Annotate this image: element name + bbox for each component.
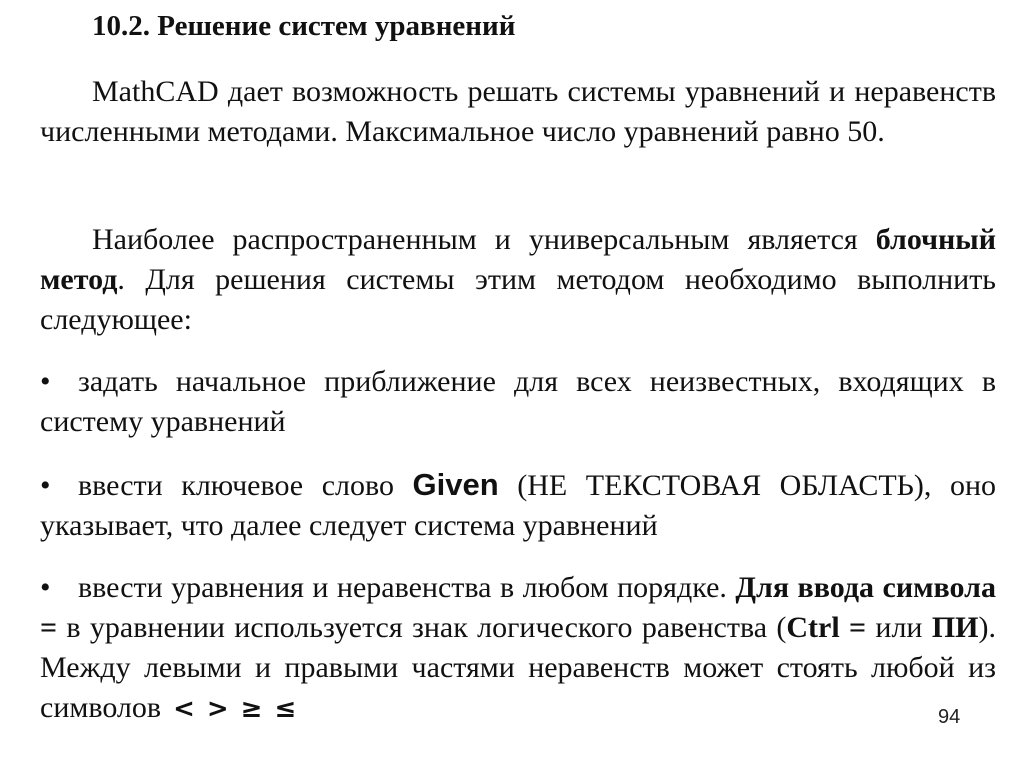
bullet-initial-approximation (40, 362, 996, 442)
symbol-greater-than: > (206, 694, 229, 724)
bullet-3-bold-pi: ПИ (931, 611, 979, 644)
symbol-less-than: < (173, 694, 195, 724)
section-title: 10.2. Решение систем уравнений (92, 10, 516, 42)
intro-text: MathCAD дает возможность решать системы уравнений и неравенств численными методами. Максимальное число уравнений равно 50. (40, 75, 996, 148)
block-method-term: блочный метод (40, 223, 996, 296)
bullet-3-text-mid2: или (866, 611, 932, 644)
bullet-2-text-after: (НЕ ТЕКСТОВАЯ ОБЛАСТЬ), оно указывает, что далее следует система уравнений (40, 469, 997, 542)
bullet-marker: • (40, 571, 51, 604)
bullet-given-keyword (40, 465, 996, 546)
bullet-equations-order (40, 568, 996, 729)
symbol-greater-equal: ≥ (240, 694, 263, 724)
bullet-3-text-after: ). Между левыми и правыми частями неравенств может стоять любой из символов (40, 611, 996, 724)
bullet-3-text-mid1: в уравнении используется знак логического равенства ( (57, 611, 787, 644)
bullet-3-bold-ctrl: Ctrl = (786, 611, 867, 644)
bullet-2-text-before: ввести ключевое слово (78, 469, 413, 502)
bullet-3-text-before: ввести уравнения и неравенства в любом порядке. (78, 571, 736, 604)
bullet-3-bold-input-symbol: Для ввода символа = (40, 571, 996, 644)
block-method-text-after: . Для решения системы этим методом необходимо выполнить следующее: (40, 263, 996, 336)
block-method-text-before: Наиболее распространенным и универсальным является (92, 223, 876, 256)
block-method-paragraph (40, 220, 996, 340)
given-keyword: Given (412, 467, 499, 502)
symbol-less-equal: ≤ (274, 694, 297, 724)
bullet-marker: • (40, 469, 51, 502)
bullet-marker: • (40, 365, 51, 398)
bullet-1-text: задать начальное приближение для всех неизвестных, входящих в систему уравнений (40, 365, 996, 438)
page-number: 94 (938, 706, 961, 728)
intro-paragraph (40, 72, 996, 152)
